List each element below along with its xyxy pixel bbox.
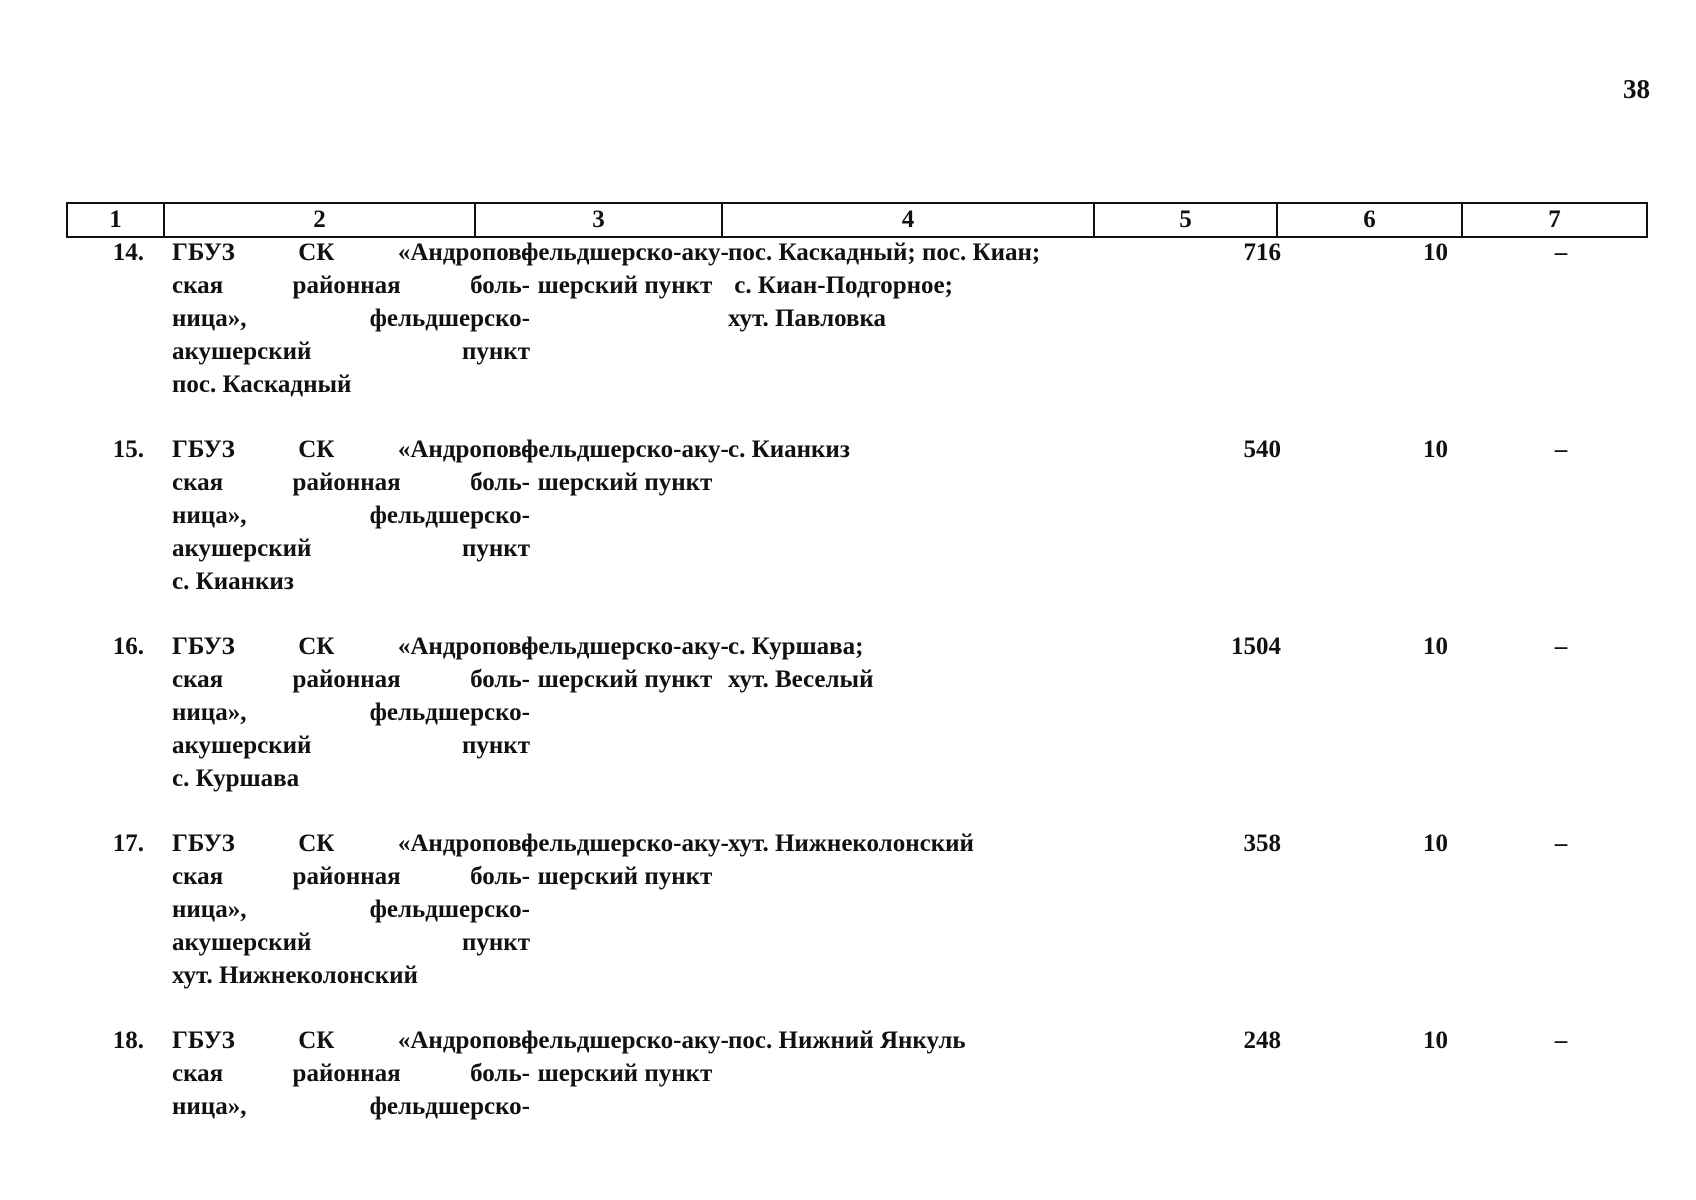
type-line: фельдшерско-аку- — [521, 239, 729, 266]
col6-value: 10 — [1423, 239, 1448, 266]
type-line: шерский пункт — [537, 666, 713, 693]
header-col-7: 7 — [1462, 203, 1647, 237]
name-line: ская районная боль- — [172, 1060, 530, 1087]
col6-value: 10 — [1423, 1027, 1448, 1054]
type-line: фельдшерско-аку- — [521, 633, 729, 660]
population: 540 — [1243, 436, 1281, 463]
institution-name — [172, 433, 530, 598]
col7-value: – — [1554, 239, 1568, 266]
col6-value: 10 — [1423, 633, 1448, 660]
settlements — [728, 236, 1128, 335]
name-line: акушерский пункт — [172, 535, 530, 562]
row-number: 18. — [112, 1027, 144, 1054]
facility-type — [480, 236, 770, 302]
settlement-line: с. Киан-Подгорное; — [728, 272, 953, 299]
page-number: 38 — [1623, 74, 1650, 104]
name-line: ГБУЗ СК «Андропов- — [172, 830, 530, 857]
institution-name — [172, 1024, 530, 1123]
type-line: фельдшерско-аку- — [521, 830, 729, 857]
name-line: ская районная боль- — [172, 272, 530, 299]
header-col-3: 3 — [475, 203, 722, 237]
name-line: ница», фельдшерско- — [172, 502, 530, 529]
facility-type — [480, 630, 770, 696]
type-line: фельдшерско-аку- — [521, 1027, 729, 1054]
settlements — [728, 433, 1128, 466]
name-line: ская районная боль- — [172, 469, 530, 496]
name-line: ГБУЗ СК «Андропов- — [172, 633, 530, 660]
settlement-line: пос. Каскадный; пос. Киан; — [728, 239, 1041, 266]
settlement-line: хут. Павловка — [728, 305, 886, 332]
name-line: ница», фельдшерско- — [172, 699, 530, 726]
col7-value: – — [1554, 436, 1568, 463]
header-col-6: 6 — [1277, 203, 1462, 237]
row-number: 17. — [112, 830, 144, 857]
name-line: ская районная боль- — [172, 863, 530, 890]
name-line: ница», фельдшерско- — [172, 1093, 530, 1120]
settlements — [728, 1024, 1128, 1057]
col7-value: – — [1554, 830, 1568, 857]
col7-value: – — [1554, 633, 1568, 660]
institution-name — [172, 827, 530, 992]
settlements — [728, 827, 1128, 860]
settlement-line: хут. Веселый — [728, 666, 874, 693]
name-line: акушерский пункт — [172, 929, 530, 956]
facility-type — [480, 827, 770, 893]
institution-name — [172, 236, 530, 401]
population: 716 — [1243, 239, 1281, 266]
settlement-line: пос. Нижний Янкуль — [728, 1027, 966, 1054]
name-line: пос. Каскадный — [172, 371, 352, 398]
name-line: ница», фельдшерско- — [172, 896, 530, 923]
population: 1504 — [1231, 633, 1281, 660]
type-line: шерский пункт — [537, 469, 713, 496]
name-line: ская районная боль- — [172, 666, 530, 693]
row-number: 14. — [112, 239, 144, 266]
header-row — [67, 203, 1647, 237]
name-line: с. Куршава — [172, 765, 300, 792]
name-line: ница», фельдшерско- — [172, 305, 530, 332]
settlement-line: с. Куршава; — [728, 633, 864, 660]
type-line: шерский пункт — [537, 1060, 713, 1087]
population: 358 — [1243, 830, 1281, 857]
type-line: шерский пункт — [537, 272, 713, 299]
table-header — [66, 202, 1648, 238]
header-col-2: 2 — [164, 203, 475, 237]
col6-value: 10 — [1423, 830, 1448, 857]
col7-value: – — [1554, 1027, 1568, 1054]
population: 248 — [1243, 1027, 1281, 1054]
facility-type — [480, 433, 770, 499]
header-col-4: 4 — [722, 203, 1094, 237]
header-col-1: 1 — [67, 203, 164, 237]
name-line: ГБУЗ СК «Андропов- — [172, 436, 530, 463]
name-line: ГБУЗ СК «Андропов- — [172, 1027, 530, 1054]
name-line: акушерский пункт — [172, 732, 530, 759]
name-line: акушерский пункт — [172, 338, 530, 365]
type-line: шерский пункт — [537, 863, 713, 890]
name-line: ГБУЗ СК «Андропов- — [172, 239, 530, 266]
settlement-line: хут. Нижнеколонский — [728, 830, 974, 857]
facility-type — [480, 1024, 770, 1090]
institution-name — [172, 630, 530, 795]
col6-value: 10 — [1423, 436, 1448, 463]
row-number: 15. — [112, 436, 144, 463]
settlements — [728, 630, 1128, 696]
row-number: 16. — [112, 633, 144, 660]
type-line: фельдшерско-аку- — [521, 436, 729, 463]
name-line: хут. Нижнеколонский — [172, 962, 418, 989]
settlement-line: с. Кианкиз — [728, 436, 850, 463]
header-col-5: 5 — [1094, 203, 1277, 237]
name-line: с. Кианкиз — [172, 568, 294, 595]
